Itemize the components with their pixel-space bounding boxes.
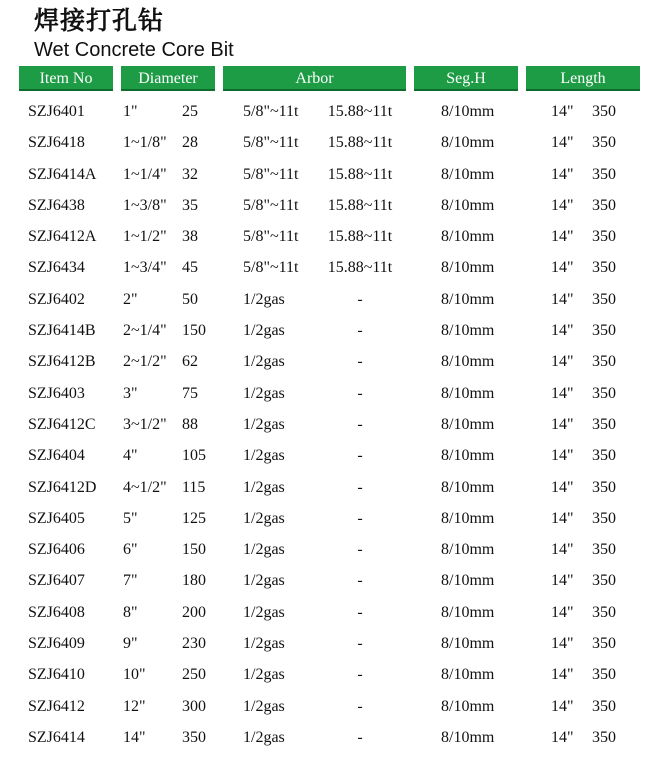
- diameter-inch-cell: 8": [123, 603, 138, 621]
- length-mm-cell: 350: [592, 415, 616, 433]
- table-row: [0, 628, 653, 659]
- length-mm-cell: 350: [592, 290, 616, 308]
- length-mm-cell: 350: [592, 603, 616, 621]
- arbor-inch-cell: 1/2gas: [243, 572, 285, 590]
- diameter-inch-cell: 6": [123, 541, 138, 559]
- item-number-cell: SZJ6402: [28, 290, 85, 308]
- length-inch-cell: 14": [551, 728, 574, 746]
- table-row: [0, 159, 653, 190]
- diameter-inch-cell: 3": [123, 384, 138, 402]
- arbor-inch-cell: 1/2gas: [243, 353, 285, 371]
- item-number-cell: SZJ6405: [28, 509, 85, 527]
- table-row: [0, 722, 653, 753]
- arbor-mm-cell: -: [357, 572, 363, 590]
- length-mm-cell: 350: [592, 322, 616, 340]
- length-mm-cell: 350: [592, 635, 616, 653]
- arbor-mm-cell: -: [357, 415, 363, 433]
- length-mm-cell: 350: [592, 572, 616, 590]
- length-mm-cell: 350: [592, 666, 616, 684]
- arbor-mm-cell: -: [357, 384, 363, 402]
- table-row: [0, 597, 653, 628]
- item-number-cell: SZJ6409: [28, 635, 85, 653]
- header-arbor: Arbor: [223, 66, 406, 91]
- header-length: Length: [526, 66, 640, 91]
- item-number-cell: SZJ6412D: [28, 478, 97, 496]
- segment-height-cell: 8/10mm: [441, 322, 495, 340]
- arbor-inch-cell: 1/2gas: [243, 447, 285, 465]
- item-number-cell: SZJ6410: [28, 666, 85, 684]
- arbor-mm-cell: -: [357, 447, 363, 465]
- length-mm-cell: 350: [592, 728, 616, 746]
- diameter-inch-cell: 4": [123, 447, 138, 465]
- item-number-cell: SZJ6414B: [28, 322, 96, 340]
- length-inch-cell: 14": [551, 322, 574, 340]
- diameter-mm-cell: 38: [182, 228, 198, 246]
- arbor-mm-cell: -: [357, 353, 363, 371]
- length-inch-cell: 14": [551, 509, 574, 527]
- table-row: [0, 346, 653, 377]
- diameter-mm-cell: 150: [182, 541, 206, 559]
- arbor-mm-cell: -: [357, 603, 363, 621]
- length-mm-cell: 350: [592, 134, 616, 152]
- diameter-mm-cell: 180: [182, 572, 206, 590]
- diameter-mm-cell: 115: [182, 478, 206, 496]
- arbor-inch-cell: 1/2gas: [243, 415, 285, 433]
- table-body: [0, 96, 653, 753]
- diameter-mm-cell: 25: [182, 103, 198, 120]
- length-mm-cell: 350: [592, 541, 616, 559]
- segment-height-cell: 8/10mm: [441, 415, 495, 433]
- arbor-inch-cell: 1/2gas: [243, 322, 285, 340]
- diameter-mm-cell: 50: [182, 290, 198, 308]
- length-inch-cell: 14": [551, 384, 574, 402]
- diameter-mm-cell: 230: [182, 635, 206, 653]
- item-number-cell: SZJ6414: [28, 728, 85, 746]
- diameter-inch-cell: 5": [123, 509, 138, 527]
- arbor-mm-cell: -: [357, 666, 363, 684]
- segment-height-cell: 8/10mm: [441, 196, 495, 214]
- length-inch-cell: 14": [551, 353, 574, 371]
- length-mm-cell: 350: [592, 259, 616, 277]
- segment-height-cell: 8/10mm: [441, 103, 495, 120]
- item-number-cell: SZJ6401: [28, 103, 85, 120]
- arbor-mm-cell: -: [357, 635, 363, 653]
- length-mm-cell: 350: [592, 103, 616, 120]
- title-english: Wet Concrete Core Bit: [34, 39, 234, 61]
- segment-height-cell: 8/10mm: [441, 697, 495, 715]
- diameter-mm-cell: 35: [182, 196, 198, 214]
- diameter-inch-cell: 12": [123, 697, 146, 715]
- diameter-inch-cell: 1": [123, 103, 138, 120]
- segment-height-cell: 8/10mm: [441, 384, 495, 402]
- segment-height-cell: 8/10mm: [441, 134, 495, 152]
- arbor-mm-cell: -: [357, 478, 363, 496]
- length-inch-cell: 14": [551, 666, 574, 684]
- length-inch-cell: 14": [551, 228, 574, 246]
- item-number-cell: SZJ6414A: [28, 165, 97, 183]
- arbor-inch-cell: 1/2gas: [243, 603, 285, 621]
- segment-height-cell: 8/10mm: [441, 290, 495, 308]
- arbor-mm-cell: -: [357, 541, 363, 559]
- arbor-inch-cell: 5/8"~11t: [243, 103, 299, 120]
- arbor-inch-cell: 5/8"~11t: [243, 259, 299, 277]
- length-inch-cell: 14": [551, 134, 574, 152]
- arbor-mm-cell: 15.88~11t: [327, 165, 393, 183]
- item-number-cell: SZJ6408: [28, 603, 85, 621]
- diameter-mm-cell: 105: [182, 447, 206, 465]
- diameter-mm-cell: 45: [182, 259, 198, 277]
- length-inch-cell: 14": [551, 603, 574, 621]
- table-row: [0, 534, 653, 565]
- table-row: [0, 315, 653, 346]
- length-inch-cell: 14": [551, 290, 574, 308]
- length-inch-cell: 14": [551, 697, 574, 715]
- arbor-mm-cell: 15.88~11t: [327, 134, 393, 152]
- segment-height-cell: 8/10mm: [441, 541, 495, 559]
- diameter-inch-cell: 14": [123, 728, 146, 746]
- length-mm-cell: 350: [592, 228, 616, 246]
- diameter-inch-cell: 2": [123, 290, 138, 308]
- diameter-inch-cell: 1~3/4": [123, 259, 167, 277]
- length-mm-cell: 350: [592, 165, 616, 183]
- segment-height-cell: 8/10mm: [441, 572, 495, 590]
- diameter-inch-cell: 9": [123, 635, 138, 653]
- diameter-mm-cell: 300: [182, 697, 206, 715]
- diameter-mm-cell: 150: [182, 322, 206, 340]
- table-row: [0, 440, 653, 471]
- length-inch-cell: 14": [551, 635, 574, 653]
- length-mm-cell: 350: [592, 509, 616, 527]
- segment-height-cell: 8/10mm: [441, 228, 495, 246]
- header-diameter: Diameter: [121, 66, 215, 91]
- table-row: [0, 221, 653, 252]
- length-inch-cell: 14": [551, 447, 574, 465]
- diameter-mm-cell: 125: [182, 509, 206, 527]
- length-mm-cell: 350: [592, 697, 616, 715]
- diameter-mm-cell: 62: [182, 353, 198, 371]
- segment-height-cell: 8/10mm: [441, 603, 495, 621]
- segment-height-cell: 8/10mm: [441, 259, 495, 277]
- arbor-inch-cell: 1/2gas: [243, 509, 285, 527]
- diameter-inch-cell: 7": [123, 572, 138, 590]
- arbor-inch-cell: 5/8"~11t: [243, 196, 299, 214]
- arbor-inch-cell: 1/2gas: [243, 541, 285, 559]
- arbor-mm-cell: -: [357, 322, 363, 340]
- table-row: [0, 565, 653, 596]
- length-mm-cell: 350: [592, 447, 616, 465]
- item-number-cell: SZJ6403: [28, 384, 85, 402]
- diameter-inch-cell: 1~1/2": [123, 228, 167, 246]
- diameter-mm-cell: 350: [182, 728, 206, 746]
- table-row: [0, 659, 653, 690]
- diameter-inch-cell: 10": [123, 666, 146, 684]
- title-chinese: 焊接打孔钻: [34, 6, 165, 35]
- arbor-mm-cell: -: [357, 728, 363, 746]
- diameter-mm-cell: 88: [182, 415, 198, 433]
- table-row: [0, 691, 653, 722]
- table-row: [0, 378, 653, 409]
- item-number-cell: SZJ6406: [28, 541, 85, 559]
- arbor-mm-cell: 15.88~11t: [327, 103, 393, 120]
- length-inch-cell: 14": [551, 541, 574, 559]
- arbor-inch-cell: 1/2gas: [243, 290, 285, 308]
- diameter-mm-cell: 200: [182, 603, 206, 621]
- segment-height-cell: 8/10mm: [441, 509, 495, 527]
- arbor-mm-cell: -: [357, 509, 363, 527]
- item-number-cell: SZJ6404: [28, 447, 85, 465]
- diameter-mm-cell: 75: [182, 384, 198, 402]
- arbor-inch-cell: 1/2gas: [243, 384, 285, 402]
- diameter-inch-cell: 2~1/4": [123, 322, 167, 340]
- arbor-mm-cell: -: [357, 697, 363, 715]
- length-mm-cell: 350: [592, 478, 616, 496]
- length-inch-cell: 14": [551, 103, 574, 120]
- segment-height-cell: 8/10mm: [441, 353, 495, 371]
- length-mm-cell: 350: [592, 353, 616, 371]
- item-number-cell: SZJ6438: [28, 196, 85, 214]
- arbor-mm-cell: -: [357, 290, 363, 308]
- length-inch-cell: 14": [551, 572, 574, 590]
- item-number-cell: SZJ6434: [28, 259, 85, 277]
- segment-height-cell: 8/10mm: [441, 728, 495, 746]
- table-row: [0, 284, 653, 315]
- arbor-inch-cell: 1/2gas: [243, 666, 285, 684]
- length-inch-cell: 14": [551, 415, 574, 433]
- segment-height-cell: 8/10mm: [441, 666, 495, 684]
- table-row: [0, 472, 653, 503]
- diameter-inch-cell: 2~1/2": [123, 353, 167, 371]
- segment-height-cell: 8/10mm: [441, 447, 495, 465]
- segment-height-cell: 8/10mm: [441, 165, 495, 183]
- segment-height-cell: 8/10mm: [441, 635, 495, 653]
- item-number-cell: SZJ6412A: [28, 228, 97, 246]
- table-row: [0, 409, 653, 440]
- diameter-mm-cell: 32: [182, 165, 198, 183]
- table-row: [0, 252, 653, 283]
- table-row: [0, 503, 653, 534]
- diameter-inch-cell: 4~1/2": [123, 478, 167, 496]
- arbor-inch-cell: 1/2gas: [243, 697, 285, 715]
- length-inch-cell: 14": [551, 196, 574, 214]
- arbor-inch-cell: 5/8"~11t: [243, 134, 299, 152]
- diameter-inch-cell: 1~1/8": [123, 134, 167, 152]
- arbor-mm-cell: 15.88~11t: [327, 228, 393, 246]
- item-number-cell: SZJ6418: [28, 134, 85, 152]
- diameter-mm-cell: 250: [182, 666, 206, 684]
- arbor-inch-cell: 5/8"~11t: [243, 165, 299, 183]
- arbor-mm-cell: 15.88~11t: [327, 259, 393, 277]
- length-inch-cell: 14": [551, 478, 574, 496]
- diameter-mm-cell: 28: [182, 134, 198, 152]
- item-number-cell: SZJ6407: [28, 572, 85, 590]
- arbor-inch-cell: 1/2gas: [243, 728, 285, 746]
- header-item-no: Item No: [19, 66, 113, 91]
- segment-height-cell: 8/10mm: [441, 478, 495, 496]
- length-mm-cell: 350: [592, 384, 616, 402]
- diameter-inch-cell: 3~1/2": [123, 415, 167, 433]
- length-inch-cell: 14": [551, 259, 574, 277]
- arbor-inch-cell: 1/2gas: [243, 635, 285, 653]
- length-inch-cell: 14": [551, 165, 574, 183]
- arbor-inch-cell: 5/8"~11t: [243, 228, 299, 246]
- length-mm-cell: 350: [592, 196, 616, 214]
- table-row: [0, 190, 653, 221]
- diameter-inch-cell: 1~3/8": [123, 196, 167, 214]
- diameter-inch-cell: 1~1/4": [123, 165, 167, 183]
- table-row: [0, 96, 653, 127]
- item-number-cell: SZJ6412C: [28, 415, 96, 433]
- item-number-cell: SZJ6412: [28, 697, 85, 715]
- header-seg-h: Seg.H: [414, 66, 518, 91]
- arbor-inch-cell: 1/2gas: [243, 478, 285, 496]
- arbor-mm-cell: 15.88~11t: [327, 196, 393, 214]
- item-number-cell: SZJ6412B: [28, 353, 96, 371]
- table-row: [0, 127, 653, 158]
